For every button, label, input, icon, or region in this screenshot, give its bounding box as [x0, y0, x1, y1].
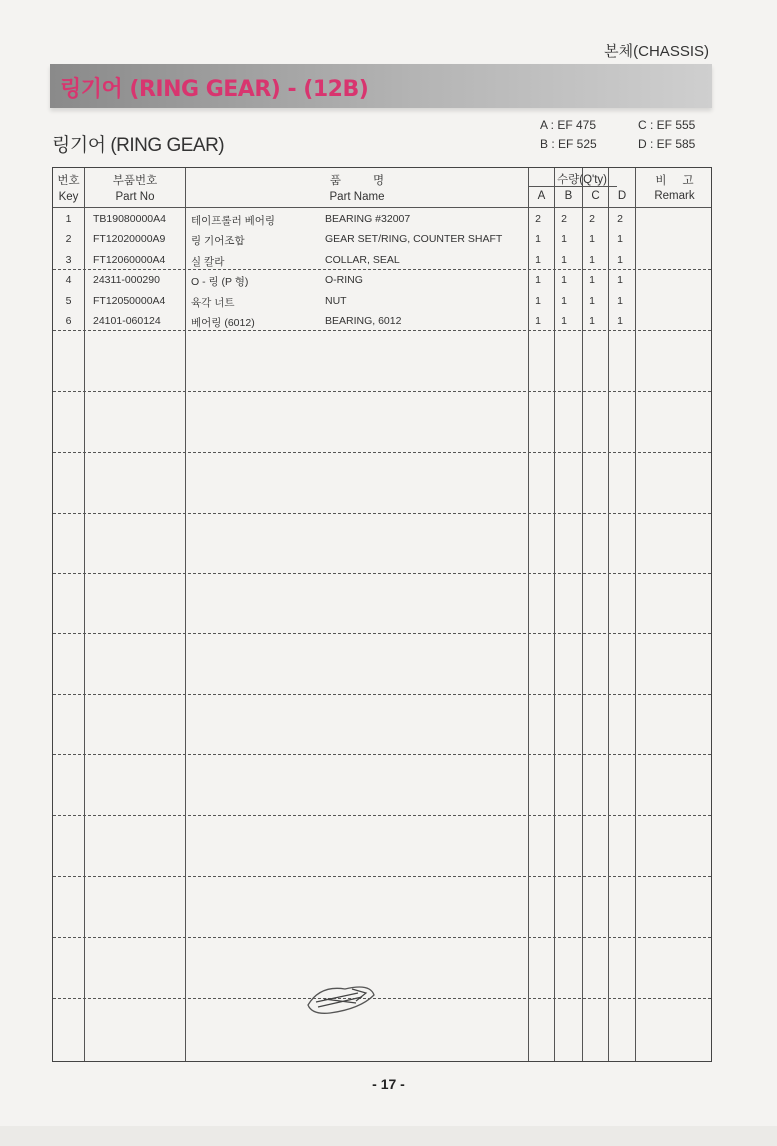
header-remark-en: Remark — [654, 190, 695, 202]
row-5-part-no: FT12050000A4 — [93, 295, 166, 307]
header-qty-d: D — [617, 190, 627, 202]
row-1-name-en: BEARING #32007 — [325, 213, 411, 225]
row-1-qty-d: 2 — [617, 213, 623, 225]
header-key-en: Key — [58, 191, 79, 203]
header-qty: 수량(Q'ty) — [557, 174, 607, 186]
row-6-name-kr: 베어링 (6012) — [191, 317, 255, 329]
header-qty-b: B — [564, 190, 573, 202]
header-name-en: Part Name — [329, 191, 385, 203]
row-5-qty-a: 1 — [535, 295, 541, 307]
row-6-qty-b: 1 — [561, 315, 567, 327]
row-2-key: 2 — [65, 233, 72, 245]
section-label: 본체(CHASSIS) — [604, 43, 709, 60]
page-title: 링기어 (RING GEAR) - (12B) — [60, 77, 369, 102]
row-3-qty-a: 1 — [535, 254, 541, 266]
row-6-key: 6 — [65, 315, 72, 327]
row-5-key: 5 — [65, 295, 72, 307]
row-2-qty-d: 1 — [617, 233, 623, 245]
row-5-name-en: NUT — [325, 295, 347, 307]
header-partno-en: Part No — [115, 191, 155, 203]
row-3-name-en: COLLAR, SEAL — [325, 254, 400, 266]
group-divider — [53, 754, 711, 755]
col-divider-partno — [185, 168, 186, 1061]
row-5-qty-b: 1 — [561, 295, 567, 307]
row-5-qty-d: 1 — [617, 295, 623, 307]
row-6-qty-a: 1 — [535, 315, 541, 327]
row-1-key: 1 — [65, 213, 72, 225]
parts-table — [52, 167, 712, 1062]
subtitle: 링기어 (RING GEAR) — [52, 135, 225, 156]
model-a: A : EF 475 — [540, 118, 597, 132]
row-4-qty-c: 1 — [589, 274, 595, 286]
group-divider — [53, 573, 711, 574]
row-6-qty-c: 1 — [589, 315, 595, 327]
row-3-name-kr: 실 칼라 — [191, 256, 225, 268]
model-d: D : EF 585 — [638, 137, 696, 151]
model-c: C : EF 555 — [638, 118, 696, 132]
page-number: - 17 - — [372, 1076, 405, 1092]
group-divider — [53, 815, 711, 816]
row-4-qty-b: 1 — [561, 274, 567, 286]
row-5-qty-c: 1 — [589, 295, 595, 307]
row-1-name-kr: 테이프롤러 베어링 — [191, 215, 276, 227]
model-list-cd — [638, 116, 695, 154]
row-4-qty-a: 1 — [535, 274, 541, 286]
row-6-part-no: 24101-060124 — [93, 315, 161, 327]
row-2-name-en: GEAR SET/RING, COUNTER SHAFT — [325, 233, 503, 245]
header-name-kr: 품 명 — [329, 175, 385, 187]
header-qty-a: A — [537, 190, 546, 202]
row-1-qty-b: 2 — [561, 213, 567, 225]
header-partno-kr: 부품번호 — [112, 175, 158, 187]
row-4-key: 4 — [65, 274, 72, 286]
row-5-name-kr: 육각 너트 — [191, 297, 235, 309]
row-6-name-en: BEARING, 6012 — [325, 315, 402, 327]
handwritten-mark — [300, 975, 380, 1020]
header-qty-c: C — [591, 190, 600, 202]
group-divider — [53, 391, 711, 392]
group-divider — [53, 452, 711, 453]
row-4-name-en: O-RING — [325, 274, 363, 286]
row-4-qty-d: 1 — [617, 274, 623, 286]
group-divider — [53, 633, 711, 634]
row-4-part-no: 24311-000290 — [93, 274, 160, 286]
row-3-key: 3 — [65, 254, 72, 266]
group-divider — [53, 998, 711, 999]
page-bottom-edge — [0, 1126, 777, 1146]
col-divider-qc — [608, 168, 609, 1061]
model-b: B : EF 525 — [540, 137, 597, 151]
group-divider — [53, 513, 711, 514]
row-2-part-no: FT12020000A9 — [93, 233, 166, 245]
row-3-qty-b: 1 — [561, 254, 567, 266]
row-2-qty-a: 1 — [535, 233, 541, 245]
row-2-name-kr: 링 기어조합 — [191, 235, 245, 247]
group-divider — [53, 937, 711, 938]
model-list-ab — [540, 116, 597, 154]
row-3-qty-d: 1 — [617, 254, 623, 266]
header-divider — [53, 207, 711, 208]
col-divider-key — [84, 168, 85, 1061]
row-1-part-no: TB19080000A4 — [93, 213, 166, 225]
row-2-qty-b: 1 — [561, 233, 567, 245]
group-divider — [53, 269, 711, 270]
col-divider-qd — [635, 168, 636, 1061]
row-4-name-kr: O - 링 (P 형) — [191, 276, 249, 288]
header-remark-kr: 비 고 — [655, 175, 694, 187]
group-divider — [53, 330, 711, 331]
row-2-qty-c: 1 — [589, 233, 595, 245]
title-bar — [50, 64, 712, 108]
row-1-qty-a: 2 — [535, 213, 541, 225]
row-3-qty-c: 1 — [589, 254, 595, 266]
row-6-qty-d: 1 — [617, 315, 623, 327]
group-divider — [53, 876, 711, 877]
row-3-part-no: FT12060000A4 — [93, 254, 166, 266]
header-key-kr: 번호 — [57, 175, 80, 187]
group-divider — [53, 694, 711, 695]
row-1-qty-c: 2 — [589, 213, 595, 225]
